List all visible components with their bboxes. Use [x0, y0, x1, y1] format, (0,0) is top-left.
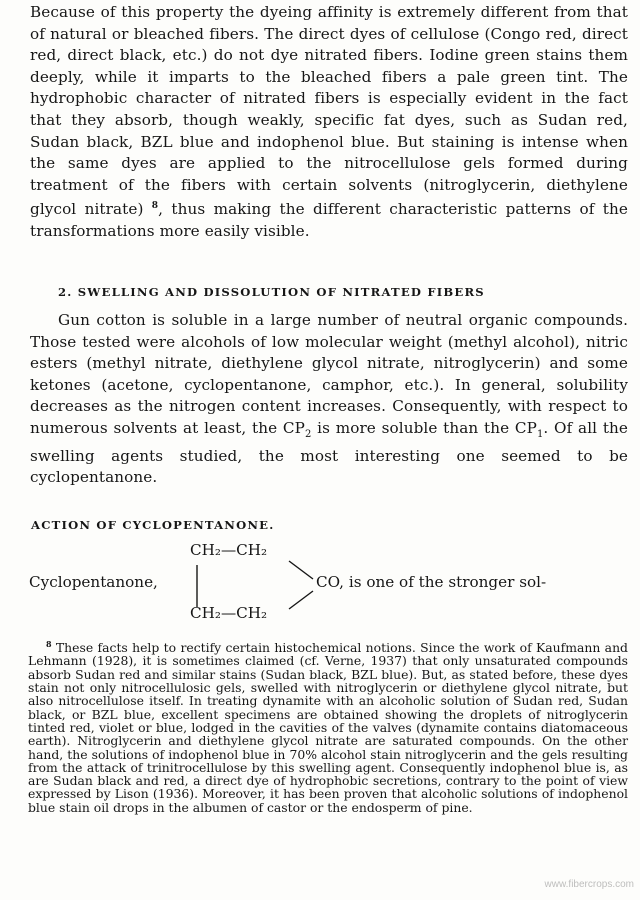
watermark: www.fibercrops.com — [544, 879, 634, 890]
formula-group-text: CO, is one of the stronger sol- — [316, 573, 547, 591]
subscript-1: 1 — [536, 429, 544, 440]
formula-bottom-chain: CH₂—CH₂ — [190, 604, 268, 622]
paragraph-2-text-a: Gun cotton is soluble in a large number of neutral organic compounds. Those tested were alcohols of low molecular weight (methyl alcohol), nitric esters (methyl nitrate, diethylene glycol nitrate, nitroglycerin) and some ketones (acetone, cyclopentanone, camphor, etc.). In general, solubility decreases as the nitrogen content increases. Consequently, with respect to numerous solvents at least, the CP — [30, 311, 628, 437]
footnote-text: These facts help to rectify certain histochemical notions. Since the work of Kaufmann and Lehmann (1928), it is sometimes claimed (cf. Verne, 1937) that only unsaturated compounds absorb Sudan red and similar stains (Sudan black, BZL blue). But, as stated before, these dyes stain not only nitrocellulosic gels, swelled with nitroglycerin or diethylene glycol nitrate, but also nitrocellulose itself. In treating dynamite with an alcoholic solution of Sudan red, Sudan black, or BZL blue, excellent specimens are obtained showing the droplets of nitroglycerin tinted red, violet or blue, lodged in the cavities of the valves (dynamite contains diatomaceous earth). Nitroglycerin and diethylene glycol nitrate are saturated compounds. On the other hand, the solutions of indophenol blue in 70% alcohol stain nitroglycerin and the gels resulting from the attack of trinitrocellulose by this swelling agent. Consequently indophenol blue is, as are Sudan black and red, a direct dye of hydrophobic secretions, contrary to the point of view expressed by Lison (1936). Moreover, it has been proven that alcoholic solutions of indophenol blue stain oil drops in the albumen of castor or the endosperm of pine. — [28, 640, 628, 815]
paragraph-1-tail: , thus making the different characteristic patterns of the transformations more easily visible. — [30, 200, 628, 240]
paragraph-1-text: Because of this property the dyeing affinity is extremely different from that of natural or bleached fibers. The direct dyes of cellulose (Congo red, direct red, direct black, etc.) do not dye nitrated fibers. Iodine green stains them deeply, while it imparts to the bleached fibers a pale green tint. The hydrophobic character of nitrated fibers is especially evident in the fact that they absorb, though weakly, specific fat dyes, such as Sudan red, Sudan black, BZL blue and indophenol blue. But staining is intense when the same dyes are applied to the nitrocellulose gels formed during treatment of the fibers with certain solvents (nitroglycerin, diethylene glycol nitrate) — [30, 3, 628, 219]
ring-bonds — [185, 555, 325, 615]
footnote-8 — [28, 638, 628, 814]
paragraph-dyeing-affinity — [30, 2, 628, 243]
subscript-2: 2 — [304, 429, 312, 440]
section-heading: 2. SWELLING AND DISSOLUTION OF NITRATED FIBERS — [58, 285, 485, 299]
paragraph-2-text-c: . Of all the swelling agents studied, the most interesting one seemed to be cyclopentanone. — [30, 418, 628, 487]
formula-label: Cyclopentanone, — [29, 573, 158, 591]
ring-bond-lower — [289, 591, 313, 609]
paragraph-2-text-b: is more soluble than the CP — [311, 418, 537, 437]
footnote-ref-8: 8 — [151, 201, 159, 212]
paragraph-gun-cotton — [30, 310, 628, 489]
action-heading: ACTION OF CYCLOPENTANONE. — [31, 518, 275, 532]
footnote-number: 8 — [46, 639, 52, 649]
formula-top-chain: CH₂—CH₂ — [190, 541, 268, 559]
ring-bond-upper — [289, 561, 313, 579]
